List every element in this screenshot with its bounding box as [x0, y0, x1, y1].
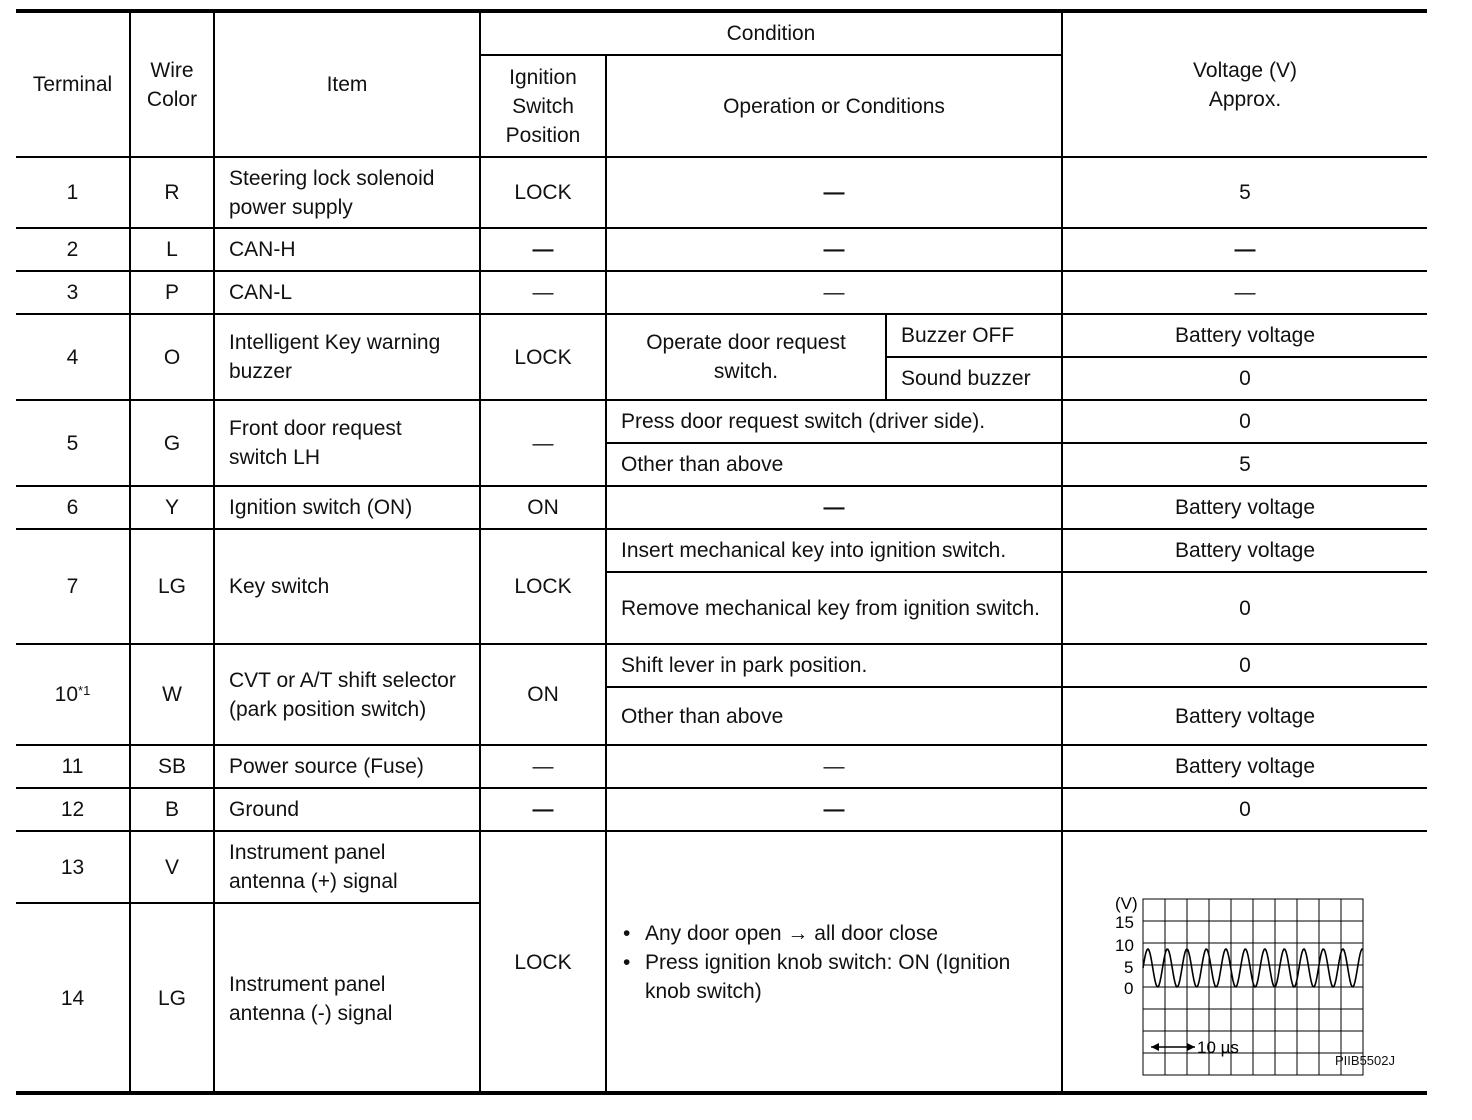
item-cell: CVT or A/T shift selector (park position switch): [214, 644, 480, 745]
wire-color-cell: V: [130, 831, 214, 903]
header-wire-color: [130, 13, 214, 157]
wire-color-cell: L: [130, 228, 214, 271]
scope-tick-10: 10: [1115, 936, 1134, 955]
condition-cell: Shift lever in park position.: [606, 644, 1062, 687]
terminal-cell: 7: [16, 529, 130, 644]
header-operation: Operation or Conditions: [606, 55, 1062, 157]
voltage-cell: Battery voltage: [1062, 314, 1427, 357]
terminal-cell: 11: [16, 745, 130, 788]
item-cell: CAN-L: [214, 271, 480, 314]
condition-cell: Press door request switch (driver side).: [606, 400, 1062, 443]
condition-cell: [606, 831, 1062, 1093]
table-row: [16, 529, 1427, 572]
scope-tick-0: 0: [1124, 979, 1134, 998]
condition-cell: Remove mechanical key from ignition switch.: [606, 572, 1062, 644]
wire-color-cell: G: [130, 400, 214, 486]
ignition-cell: LOCK: [480, 831, 606, 1093]
ignition-cell: —: [480, 788, 606, 831]
terminal-cell: 3: [16, 271, 130, 314]
ignition-cell: ON: [480, 644, 606, 745]
ignition-cell: —: [480, 228, 606, 271]
item-cell: Ground: [214, 788, 480, 831]
condition-cell: Operate door request switch.: [606, 314, 886, 400]
terminal-voltage-table: [16, 13, 1427, 1094]
condition-bullet-list: [621, 919, 1047, 1006]
header-wire-color-line2: Color: [146, 87, 198, 111]
item-cell: Front door request switch LH: [214, 400, 480, 486]
table-row: [16, 157, 1427, 228]
wire-color-cell: P: [130, 271, 214, 314]
wire-color-cell: SB: [130, 745, 214, 788]
voltage-cell: 5: [1062, 157, 1427, 228]
terminal-cell: 6: [16, 486, 130, 529]
table-row: [16, 831, 1427, 903]
ignition-cell: LOCK: [480, 314, 606, 400]
terminal-cell: 1: [16, 157, 130, 228]
ignition-cell: —: [480, 271, 606, 314]
terminal-cell: 2: [16, 228, 130, 271]
voltage-cell: Battery voltage: [1062, 745, 1427, 788]
time-scale-arrow-left: [1151, 1043, 1159, 1051]
ignition-cell: LOCK: [480, 529, 606, 644]
terminal-cell: 14: [16, 903, 130, 1093]
ignition-cell: —: [480, 745, 606, 788]
condition-cell: —: [606, 486, 1062, 529]
sub-condition-cell: Sound buzzer: [886, 357, 1062, 400]
table-row: [16, 486, 1427, 529]
list-item: • Press ignition knob switch: ON (Ignition knob switch): [645, 948, 1047, 1006]
ignition-cell: LOCK: [480, 157, 606, 228]
header-voltage: [1062, 13, 1427, 157]
terminal-number: 10: [54, 683, 79, 706]
terminal-cell: 12: [16, 788, 130, 831]
condition-cell: Insert mechanical key into ignition switch.: [606, 529, 1062, 572]
waveform-cell: [1062, 831, 1427, 1093]
condition-cell: —: [606, 271, 1062, 314]
terminal-cell: [16, 644, 130, 745]
voltage-cell: 0: [1062, 572, 1427, 644]
condition-cell: Other than above: [606, 443, 1062, 486]
header-item: Item: [214, 13, 480, 157]
voltage-cell: 0: [1062, 357, 1427, 400]
scope-tick-5: 5: [1124, 958, 1134, 977]
wire-color-cell: W: [130, 644, 214, 745]
header-wire-color-line1: Wire: [150, 58, 194, 82]
wire-color-cell: LG: [130, 903, 214, 1093]
ignition-cell: —: [480, 400, 606, 486]
header-ignition-position: [480, 55, 606, 157]
table-row: [16, 228, 1427, 271]
table-row: [16, 788, 1427, 831]
table-row: [16, 644, 1427, 687]
table-row: [16, 745, 1427, 788]
header-voltage-line2: Approx.: [1208, 87, 1282, 111]
item-cell: Ignition switch (ON): [214, 486, 480, 529]
voltage-cell: 5: [1062, 443, 1427, 486]
header-ignition-line3: Position: [505, 123, 581, 147]
voltage-cell: 0: [1062, 788, 1427, 831]
scope-tick-15: 15: [1115, 913, 1134, 932]
voltage-cell: 0: [1062, 400, 1427, 443]
wire-color-cell: LG: [130, 529, 214, 644]
item-cell: CAN-H: [214, 228, 480, 271]
footnote-marker: *1: [78, 683, 91, 698]
wire-color-cell: R: [130, 157, 214, 228]
table-row: [16, 271, 1427, 314]
header-ignition-line1: Ignition: [509, 65, 577, 89]
condition-cell: —: [606, 745, 1062, 788]
voltage-cell: Battery voltage: [1062, 486, 1427, 529]
wire-color-cell: Y: [130, 486, 214, 529]
terminal-cell: 13: [16, 831, 130, 903]
scope-unit-label: (V): [1115, 894, 1138, 913]
oscilloscope-figure: [1095, 847, 1395, 1077]
time-scale-arrow-right: [1187, 1043, 1195, 1051]
voltage-cell: Battery voltage: [1062, 687, 1427, 745]
voltage-cell: —: [1062, 228, 1427, 271]
header-row-1: [16, 13, 1427, 55]
terminal-voltage-table-sheet: [16, 9, 1427, 1095]
item-cell: Instrument panel antenna (-) signal: [214, 903, 480, 1093]
table-row: [16, 400, 1427, 443]
figure-code: PIIB5502J: [1335, 1053, 1395, 1068]
list-item: • Any door open → all door close: [645, 919, 1047, 948]
condition-cell: —: [606, 157, 1062, 228]
item-cell: Key switch: [214, 529, 480, 644]
item-cell: Instrument panel antenna (+) signal: [214, 831, 480, 903]
wire-color-cell: O: [130, 314, 214, 400]
terminal-cell: 4: [16, 314, 130, 400]
time-scale-label: 10 µs: [1197, 1038, 1239, 1057]
item-cell: Steering lock solenoid power supply: [214, 157, 480, 228]
condition-cell: —: [606, 228, 1062, 271]
sub-condition-cell: Buzzer OFF: [886, 314, 1062, 357]
voltage-cell: —: [1062, 271, 1427, 314]
header-voltage-line1: Voltage (V): [1193, 58, 1297, 82]
table-row: [16, 314, 1427, 357]
item-cell: Power source (Fuse): [214, 745, 480, 788]
terminal-cell: 5: [16, 400, 130, 486]
voltage-cell: 0: [1062, 644, 1427, 687]
wire-color-cell: B: [130, 788, 214, 831]
ignition-cell: ON: [480, 486, 606, 529]
item-cell: Intelligent Key warning buzzer: [214, 314, 480, 400]
oscilloscope-waveform: [1095, 847, 1395, 1077]
condition-cell: —: [606, 788, 1062, 831]
condition-cell: Other than above: [606, 687, 1062, 745]
voltage-cell: Battery voltage: [1062, 529, 1427, 572]
header-terminal: Terminal: [16, 13, 130, 157]
header-condition: Condition: [480, 13, 1062, 55]
header-ignition-line2: Switch: [512, 94, 574, 118]
